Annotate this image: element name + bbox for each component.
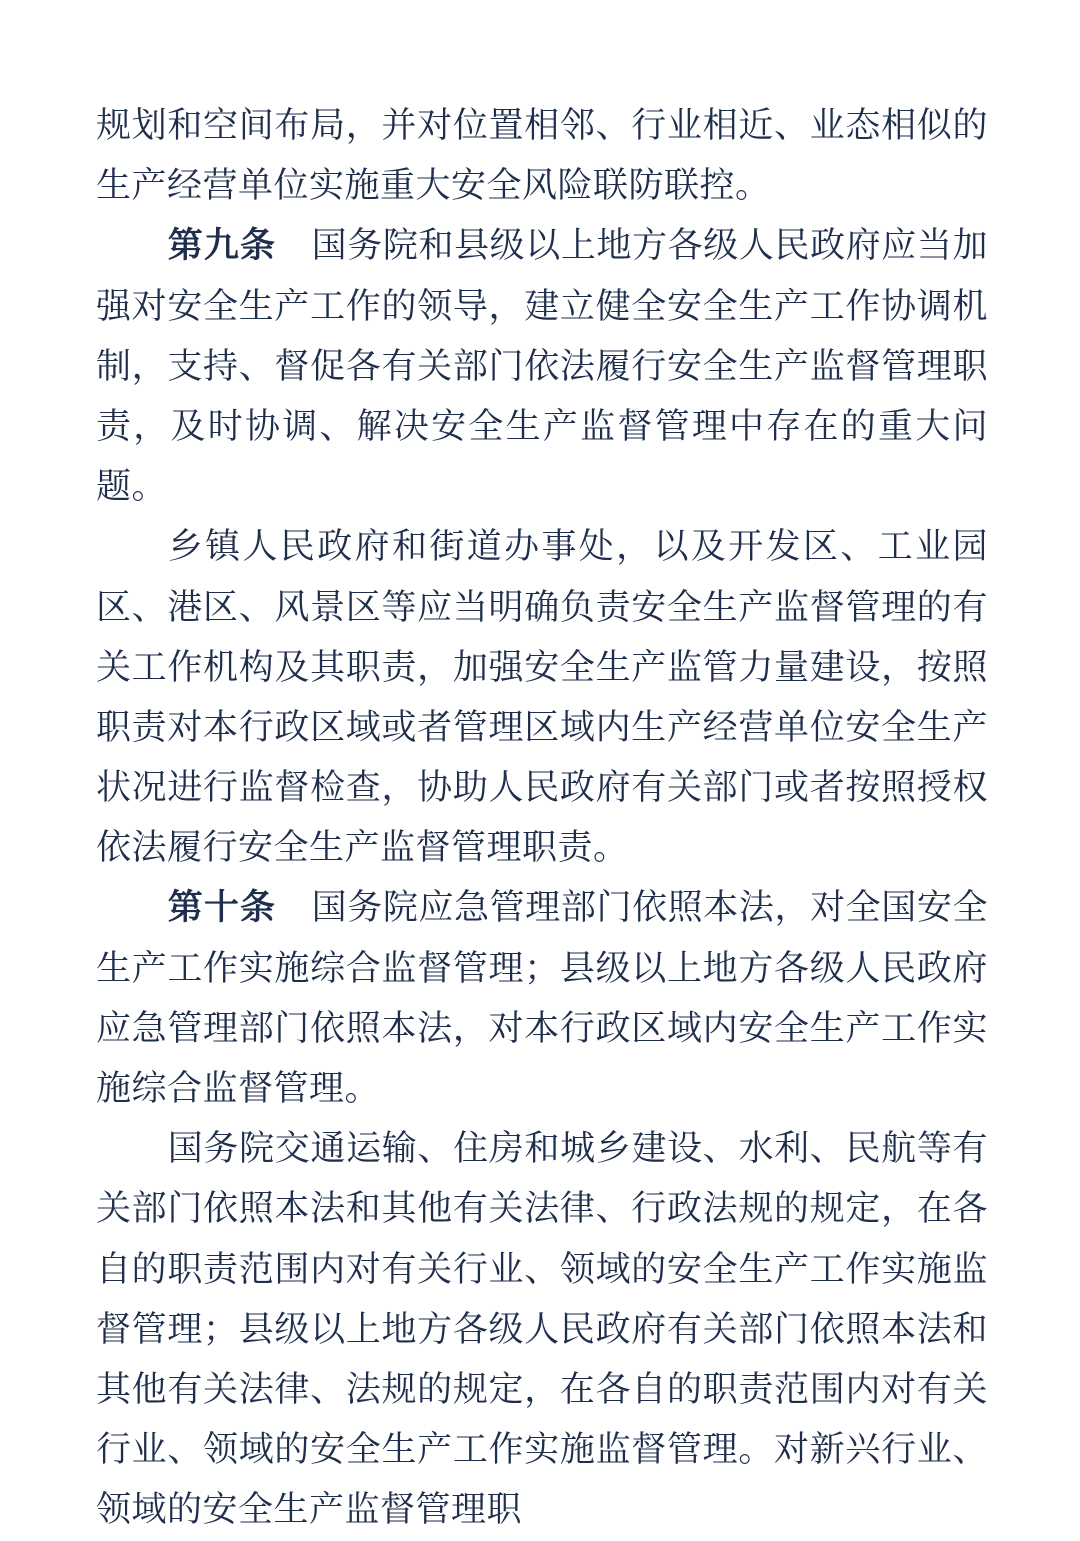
- article-label: 第十条: [167, 887, 277, 929]
- paragraph-continued: [96, 96, 988, 216]
- paragraph-text: 乡镇人民政府和街道办事处，以及开发区、工业园区、港区、风景区等应当明确负责安全生产监督管理的有关工作机构及其职责，加强安全生产监管力量建设，按照职责对本行政区域或者管理区域内生产经营单位安全生产状况进行监督检查，协助人民政府有关部门或者按照授权依法履行安全生产监督管理职责。: [96, 527, 988, 869]
- paragraph-text: 规划和空间布局，并对位置相邻、行业相近、业态相似的生产经营单位实施重大安全风险联防联控。: [96, 106, 988, 207]
- paragraph-article-10: [96, 878, 988, 1119]
- paragraph-text: 国务院和县级以上地方各级人民政府应当加强对安全生产工作的领导，建立健全安全生产工作协调机制，支持、督促各有关部门依法履行安全生产监督管理职责，及时协调、解决安全生产监督管理中存在的重大问题。: [96, 226, 988, 508]
- document-body: [96, 96, 988, 1541]
- paragraph-article-9-second: [96, 517, 988, 878]
- article-label: 第九条: [167, 225, 277, 267]
- paragraph-article-10-second: [96, 1119, 988, 1540]
- paragraph-text: 国务院应急管理部门依照本法，对全国安全生产工作实施综合监督管理；县级以上地方各级人民政府应急管理部门依照本法，对本行政区域内安全生产工作实施综合监督管理。: [96, 888, 988, 1109]
- paragraph-text: 国务院交通运输、住房和城乡建设、水利、民航等有关部门依照本法和其他有关法律、行政法规的规定，在各自的职责范围内对有关行业、领域的安全生产工作实施监督管理；县级以上地方各级人民政府有关部门依照本法和其他有关法律、法规的规定，在各自的职责范围内对有关行业、领域的安全生产工作实施监督管理。对新兴行业、领域的安全生产监督管理职: [96, 1129, 988, 1531]
- paragraph-article-9: [96, 216, 988, 517]
